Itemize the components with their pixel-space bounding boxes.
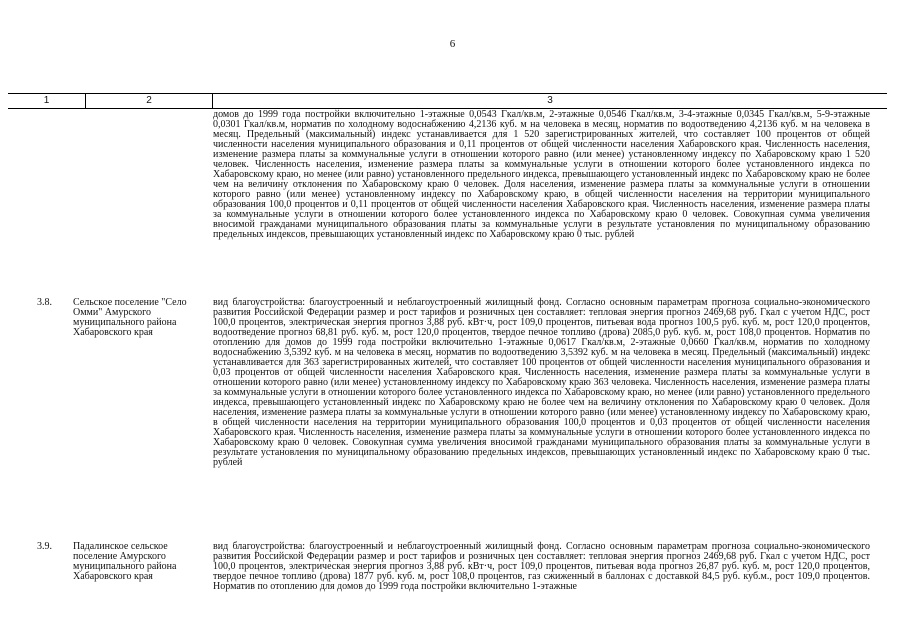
municipality-name: Падалинское сельское поселение Амурского муниципального района Хабаровского края — [73, 541, 177, 582]
municipality-name: Сельское поселение "Село Омми" Амурского муниципального района Хабаровского края — [73, 297, 187, 338]
row-description — [213, 298, 870, 468]
row-number: 3.8. — [37, 297, 52, 308]
column-header-1: 1 — [43, 95, 50, 106]
table-header — [8, 93, 887, 109]
page-number: 6 — [449, 38, 456, 50]
column-header-2: 2 — [146, 95, 152, 106]
paragraph: домов до 1999 года постройки включительно 1-этажные 0,0543 Гкал/кв.м, 2-этажные 0,0546 Гкал/кв.м, 3-4-этажные 0,0345 Гкал/кв.м, 5-9-этажные 0,0301 Гкал/кв.м, норматив по холодному водоснабжению 4,2136 куб. м на человека в месяц, норматив по водоотведению 4,2136 куб. м на человека в месяц. Предельный (максимальный) индекс устанавливается для 1 520 зарегистрированных жителей, что составляет 100 процентов от общей численности населения муниципального образования и 0,11 процентов от общей численности населения Хабаровского края. Численность населения, изменение размера платы за коммунальные услуги в отношении которого равно (или менее) установленному индексу по Хабаровскому краю 1 520 человек. Численность населения, изменение размера платы за коммунальные услуги в отношении которого более установленного индекса по Хабаровскому краю, но менее (или равно) установленного предельного индекса, превышающего установленный индекс по Хабаровскому краю не более чем на величину отклонения по Хабаровскому краю 0 человек. Доля населения, изменение размера платы за коммунальные услуги в отношении которого равно (или менее) установленному индексу по Хабаровскому краю, в общей численности населения на территории муниципального образования 100,0 процентов и 0,11 процентов от общей численности населения Хабаровского края. Численность населения, изменение размера платы за коммунальные услуги в отношении которого более установленного индекса по Хабаровскому краю 0 человек. Совокупная сумма увеличения вносимой гражданами муниципального образования платы за коммунальные услуги в результате установления по муниципальному образованию предельных индексов, превышающих установленный индекс по Хабаровскому краю 0 тыс. рублей — [213, 109, 870, 240]
column-header-3: 3 — [547, 95, 553, 106]
paragraph: вид благоустройства: благоустроенный и неблагоустроенный жилищный фонд. Согласно основным параметрам прогноза социально-экономического развития Российской Федерации размер и рост тарифов и розничных цен составляет: тепловая энергия прогноз 2469,68 руб. Гкал с учетом НДС, рост 100,0 процентов, электрическая энергия прогноз 3,88 руб. кВт·ч, рост 109,0 процентов, питьевая вода прогноз 26,87 руб. куб. м, рост 120,0 процентов, твердое печное топливо (дрова) 1877 руб. куб. м, рост 108,0 процентов, газ сжиженный в баллонах с доставкой 84,5 руб. куб.м., рост 109,0 процентов. Норматив по отоплению для домов до 1999 года постройки включительно 1-этажные — [213, 541, 870, 592]
continuation-text — [213, 110, 870, 240]
row-description — [213, 542, 870, 592]
paragraph: вид благоустройства: благоустроенный и неблагоустроенный жилищный фонд. Согласно основным параметрам прогноза социально-экономического развития Российской Федерации размер и рост тарифов и розничных цен составляет: тепловая энергия прогноз 2469,68 руб. Гкал с учетом НДС, рост 100,0 процентов, электрическая энергия прогноз 3,88 руб. кВт·ч, рост 109,0 процентов, питьевая вода прогноз 100,5 руб. куб. м, рост 120,0 процентов, водоотведение прогноз 68,81 руб. куб. м, рост 120,0 процентов, твердое печное топливо (дрова) 2085,0 руб. куб. м, рост 108,0 процентов. Норматив по отоплению для домов до 1999 года постройки включительно 1-этажные 0,0617 Гкал/кв.м, 2-этажные 0,0660 Гкал/кв.м, норматив по холодному водоснабжению 3,5392 куб. м на человека в месяц, норматив по водоотведению 3,5392 куб. м на человека в месяц. Предельный (максимальный) индекс устанавливается для 363 зарегистрированных жителей, что составляет 100 процентов от общей численности населения муниципального образования и 0,03 процентов от общей численности населения Хабаровского края. Численность населения, изменение размера платы за коммунальные услуги в отношении которого равно (или менее) установленному индексу по Хабаровскому краю 363 человека. Численность населения, изменение размера платы за коммунальные услуги в отношении которого более установленного индекса по Хабаровскому краю, но менее (или равно) установленного предельного индекса, превышающего установленный индекс по Хабаровскому краю не более чем на величину отклонения по Хабаровскому краю 0 человек. Доля населения, изменение размера платы за коммунальные услуги в отношении которого равно (или менее) установленному индексу по Хабаровскому краю, в общей численности населения на территории муниципального образования 100,0 процентов и 0,03 процентов от общей численности населения Хабаровского края. Численность населения, изменение размера платы за коммунальные услуги в отношении которого более установленного индекса по Хабаровскому краю 0 человек. Совокупная сумма увеличения вносимой гражданами муниципального образования платы за коммунальные услуги в результате установления по муниципальному образованию предельных индексов, превышающих установленный индекс по Хабаровскому краю 0 тыс. рублей — [213, 297, 870, 468]
row-number: 3.9. — [37, 541, 52, 552]
